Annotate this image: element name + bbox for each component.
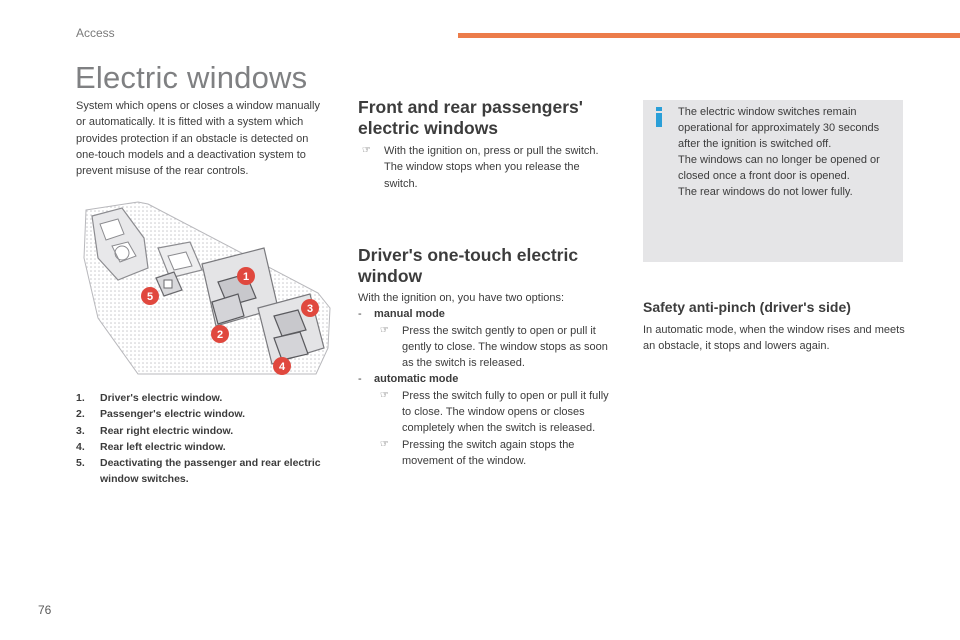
legend-item bbox=[76, 455, 334, 488]
safety-anti-pinch-heading: Safety anti-pinch (driver's side) bbox=[643, 299, 851, 315]
info-line: The rear windows do not lower fully. bbox=[678, 186, 853, 198]
legend-number: 2. bbox=[76, 408, 85, 421]
legend-number: 4. bbox=[76, 440, 85, 453]
bullet-text: With the ignition on, press or pull the switch. The window stops when you release the switch. bbox=[384, 145, 599, 190]
front-rear-instruction bbox=[362, 143, 612, 192]
legend-item bbox=[76, 423, 334, 439]
driver-intro: With the ignition on, you have two options: bbox=[358, 292, 565, 304]
legend-number: 3. bbox=[76, 424, 85, 437]
page-number: 76 bbox=[38, 603, 52, 617]
bullet-text: Press the switch gently to open or pull it gently to close. The window stops as soon as the switch is released. bbox=[402, 324, 608, 370]
svg-text:4: 4 bbox=[278, 361, 286, 373]
legend-text: Deactivating the passenger and rear electric window switches. bbox=[100, 457, 321, 486]
bullet-text: Press the switch fully to open or pull it fully to close. The window opens or closes completely when the switch is released. bbox=[402, 389, 609, 435]
callout-2 bbox=[211, 325, 229, 343]
mode-label: automatic mode bbox=[374, 373, 459, 386]
bullet-text: Pressing the switch again stops the movement of the window. bbox=[402, 438, 575, 467]
info-icon bbox=[654, 107, 664, 127]
safety-anti-pinch-text: In automatic mode, when the window rises and meets an obstacle, it stops and lowers again. bbox=[643, 324, 905, 353]
legend-text: Rear left electric window. bbox=[100, 440, 226, 453]
page-title: Electric windows bbox=[75, 60, 308, 95]
driver-one-touch-heading: Driver's one-touch electric window bbox=[358, 245, 579, 286]
pointing-finger-icon: ☞ bbox=[380, 324, 389, 336]
legend-text: Driver's electric window. bbox=[100, 392, 223, 404]
mode-label: manual mode bbox=[374, 308, 445, 321]
mode-automatic bbox=[358, 371, 614, 387]
info-text bbox=[678, 104, 902, 200]
door-switch-panel-illustration bbox=[78, 198, 340, 378]
legend-text: Passenger's electric window. bbox=[100, 408, 246, 421]
callout-4 bbox=[273, 357, 291, 375]
svg-text:5: 5 bbox=[146, 291, 154, 303]
dash-marker: - bbox=[358, 308, 362, 321]
mode-manual bbox=[358, 306, 614, 322]
callout-3 bbox=[301, 299, 319, 317]
legend-item bbox=[76, 406, 334, 422]
intro-text: System which opens or closes a window manually or automatically. It is fitted with a system which provides protection if an obstacle is detected on one-touch models and a deactivation system to prevent misuse of the rear controls. bbox=[76, 100, 320, 178]
header-accent-bar bbox=[458, 33, 960, 38]
svg-text:3: 3 bbox=[306, 303, 314, 315]
legend-item bbox=[76, 390, 334, 406]
legend-number: 5. bbox=[76, 457, 85, 470]
pointing-finger-icon: ☞ bbox=[380, 389, 389, 401]
info-line: The electric window switches remain operational for approximately 30 seconds after the ignition is switched off. bbox=[678, 106, 880, 150]
callout-1 bbox=[237, 267, 255, 285]
legend-item bbox=[76, 439, 334, 455]
legend-number: 1. bbox=[76, 392, 85, 404]
driver-one-touch-body bbox=[358, 290, 614, 469]
pointing-finger-icon: ☞ bbox=[380, 438, 389, 450]
dash-marker: - bbox=[358, 373, 362, 386]
svg-text:2: 2 bbox=[216, 329, 224, 341]
callout-5 bbox=[141, 287, 159, 305]
info-line: The windows can no longer be opened or closed once a front door is opened. bbox=[678, 154, 880, 182]
pointing-finger-icon: ☞ bbox=[362, 145, 371, 156]
legend-list bbox=[76, 390, 334, 488]
front-rear-windows-heading: Front and rear passengers' electric windows bbox=[358, 97, 583, 138]
legend-text: Rear right electric window. bbox=[100, 424, 234, 437]
section-header: Access bbox=[76, 26, 115, 40]
svg-text:1: 1 bbox=[242, 271, 250, 283]
